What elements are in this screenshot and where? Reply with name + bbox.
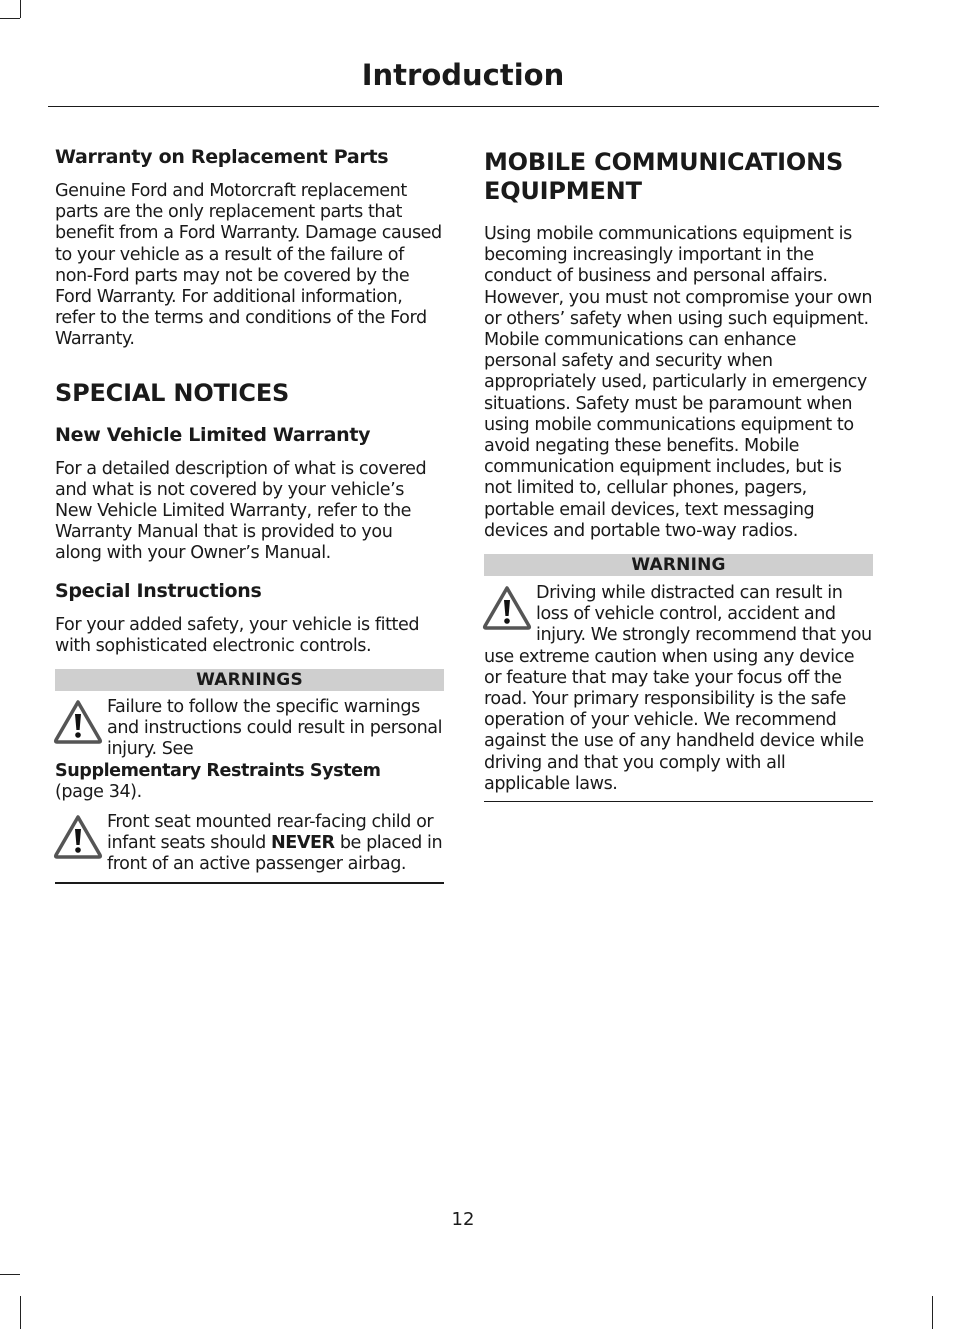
warnings-end-rule — [55, 882, 444, 884]
warning-1-text: Failure to follow the specific warnings and instructions could result in personal injury. See Supplementary Restraints System (page 34). — [55, 697, 443, 802]
warning-end-rule — [484, 801, 873, 802]
right-column — [484, 145, 873, 802]
warranty-heading: Warranty on Replacement Parts — [55, 146, 389, 168]
warning-triangle-icon — [53, 814, 103, 860]
warnings-bar: WARNINGS — [55, 669, 444, 691]
warning-block-1 — [55, 697, 444, 803]
page-title: Introduction — [361, 58, 565, 92]
crop-mark — [932, 1296, 933, 1329]
warning-1-link[interactable]: Supplementary Restraints System — [55, 760, 381, 781]
warning-3-text: Driving while distracted can result in loss of vehicle control, accident and injury. We strongly recommend that you use extreme caution when using any device or feature that may take your focus off the road. Your primary responsibility is the safe operation of your vehicle. We recommend against the use of any handheld device while driving and that you comply with all applicable laws. — [484, 583, 872, 794]
crop-mark — [0, 18, 20, 19]
special-notices-heading: SPECIAL NOTICES — [55, 378, 290, 407]
nvlw-text: For a detailed description of what is covered and what is not covered by your vehicle’s New Vehicle Limited Warranty, refer to the Warranty Manual that is provided to you along with your Owner’s Manual. — [55, 458, 427, 564]
mobile-heading: MOBILE COMMUNICATIONS EQUIPMENT — [484, 148, 844, 205]
special-instructions-text: For your added safety, your vehicle is fitted with sophisticated electronic controls. — [55, 614, 420, 656]
page-number: 12 — [451, 1209, 475, 1230]
warning-triangle-icon — [482, 585, 532, 631]
warning-bar: WARNING — [484, 554, 873, 576]
mobile-text: Using mobile communications equipment is becoming increasingly important in the conduct of business and personal affairs. However, you must not compromise your own or others’ safety when using such equipment. Mobile communications can enhance personal safety and security when appropriately used, particularly in emergency situations. Safety must be paramount when using mobile communications equipment to avoid negating these benefits. Mobile communication equipment includes, but is not limited to, cellular phones, pagers, portable email devices, text messaging devices and portable two-way radios. — [484, 224, 873, 541]
warning-triangle-icon — [53, 699, 103, 745]
warning-block-2 — [55, 812, 444, 876]
special-instructions-heading: Special Instructions — [55, 579, 262, 602]
nvlw-heading: New Vehicle Limited Warranty — [55, 423, 371, 446]
crop-mark — [20, 1296, 21, 1329]
header-divider — [48, 106, 879, 107]
crop-mark — [0, 1274, 20, 1275]
warranty-text: Genuine Ford and Motorcraft replacement parts are the only replacement parts that benefit from a Ford Warranty. Damage caused to your vehicle as a result of the failure of non-Ford parts may not be covered by the Ford Warranty. For additional information, refer to the terms and conditions of the Ford Warranty. — [55, 181, 442, 350]
left-column — [55, 145, 444, 884]
warning-block-3 — [484, 583, 873, 795]
warning-2-text: Front seat mounted rear-facing child or infant seats should NEVER be placed in front of an active passenger airbag. — [107, 812, 443, 875]
crop-mark — [20, 0, 21, 18]
